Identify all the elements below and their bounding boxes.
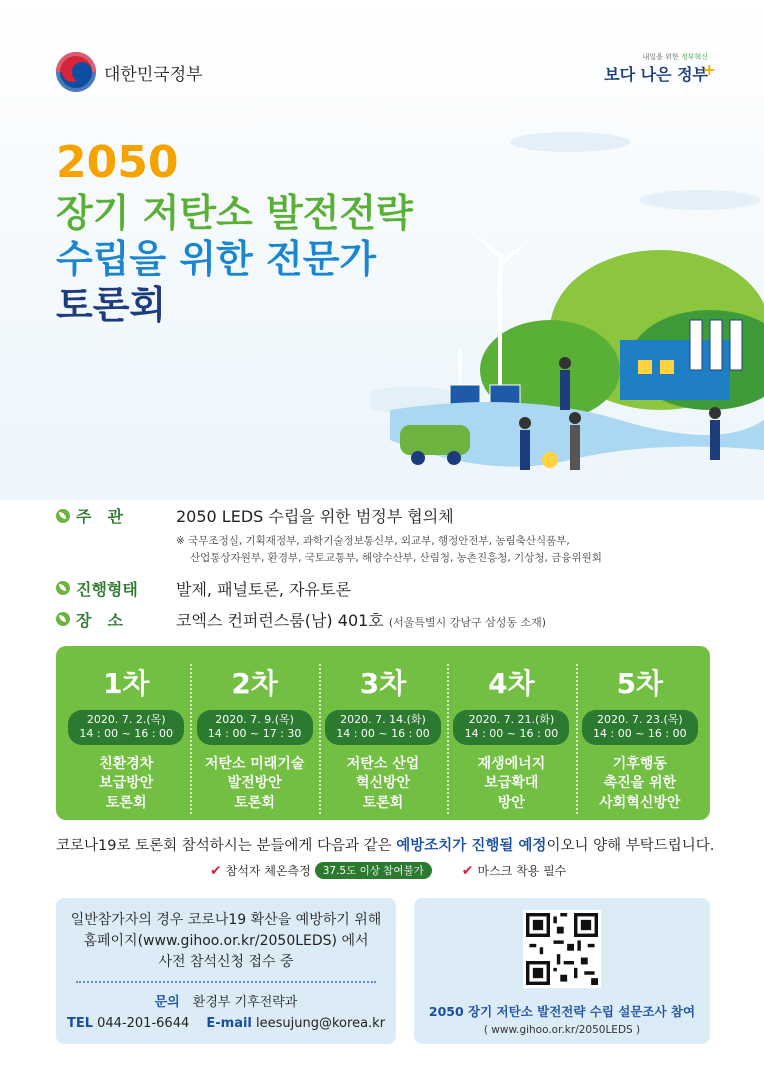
session-number: 5차 [616,667,664,700]
registration-line-2: 홈페이지(www.gihoo.or.kr/2050LEDS) 에서 [83,933,369,949]
green-city-illustration [370,120,764,500]
taegeuk-logo-icon [56,52,96,92]
bulb-icon [542,452,558,468]
title-line-1: 장기 저탄소 발전전략 [56,190,413,235]
session-4 [447,654,575,812]
place-note: (서울특별시 강남구 삼성동 소재) [388,615,547,629]
host-label: 주 관 [76,507,123,526]
format-label: 진행형태 [76,579,138,599]
registration-box [56,898,396,1044]
session-5 [576,654,704,812]
checkmark-icon: ✔ [461,862,474,879]
format-value: 발제, 패널토론, 자유토론 [176,579,351,599]
session-number: 3차 [359,667,407,700]
session-1 [62,654,190,812]
contact-dept: 문의 환경부 기후전략과 [154,995,298,1010]
email-link[interactable]: leesujung@korea.kr [256,1016,386,1031]
check-mask: ✔ 마스크 착용 필수 [461,862,567,879]
plus-icon: + [702,60,716,79]
better-gov-tag: 내일을 위한 정부혁신 [642,53,708,61]
session-topic: 저탄소 산업 혁신방안 토론회 [346,755,420,811]
host-row [56,504,716,527]
session-topic: 친환경차 보급방안 토론회 [99,755,154,811]
place-value: 코엑스 컨퍼런스룸(남) 401호 (서울특별시 강남구 삼성동 소재) [176,610,547,630]
dotted-divider [76,981,376,983]
leaf-icon [56,581,70,595]
title-year: 2050 [56,137,179,188]
format-row [56,577,716,600]
session-number: 2차 [231,667,278,700]
place-label: 장 소 [76,610,123,630]
session-schedule [56,646,710,820]
title-line-3: 토론회 [56,283,167,328]
host-note: ※ 국무조정실, 기획재정부, 과학기술정보통신부, 외교부, 행정안전부, 농림축산식품부, 산업통상자원부, 환경부, 국토교통부, 해양수산부, 산림청, 농촌진흥청, 기상청, 금융위원회 [176,535,602,564]
session-date: 2020. 7. 21.(화) 14 : 00 ~ 16 : 00 [453,710,569,745]
temperature-badge: 37.5도 이상 참여불가 [315,862,432,879]
session-number: 1차 [102,667,150,700]
qr-code-icon[interactable] [523,910,601,988]
session-date: 2020. 7. 14.(화) 14 : 00 ~ 16 : 00 [325,710,441,745]
better-gov-main: 보다 나은 정부 + [604,60,716,84]
registration-line-1: 일반참가자의 경우 코로나19 확산을 예방하기 위해 [70,912,382,928]
registration-line-3: 사전 참석신청 접수 중 [158,954,294,970]
gov-name: 대한민국정부 [104,64,203,85]
session-date: 2020. 7. 23.(목) 14 : 00 ~ 16 : 00 [582,710,698,745]
survey-box [414,898,710,1044]
leaf-icon [56,509,70,523]
session-3 [319,654,447,812]
phone-number: 044-201-6644 [97,1016,190,1031]
title-line-2: 수립을 위한 전문가 [56,237,377,282]
session-topic: 재생에너지 보급확대 방안 [477,755,546,811]
session-number: 4차 [488,667,535,700]
event-info [56,504,716,639]
check-temperature: ✔ 참석자 체온측정 37.5도 이상 참여불가 [210,862,432,879]
session-2 [190,654,318,812]
covid-notice: 코로나19로 토론회 참석하시는 분들에게 다음과 같은 예방조치가 진행될 예정이오니 양해 부탁드립니다. [56,838,715,854]
session-date: 2020. 7. 2.(목) 14 : 00 ~ 16 : 00 [68,710,184,745]
gov-header [56,52,203,92]
survey-url[interactable]: ( www.gihoo.or.kr/2050LEDS ) [483,1024,641,1036]
host-value: 2050 LEDS 수립을 위한 범정부 협의체 [176,507,454,526]
session-topic: 저탄소 미래기술 발전방안 토론회 [204,755,305,811]
better-government-logo [588,52,716,85]
poster-title [56,136,413,329]
electric-car [400,425,470,465]
leaf-icon [56,612,70,626]
session-topic: 기후행동 촉진을 위한 사회혁신방안 [599,755,681,811]
survey-title: 2050 장기 저탄소 발전전략 수립 설문조사 참여 [428,1004,696,1019]
place-row [56,608,716,631]
contact-line: TEL 044-201-6644 E-mail leesujung@korea.kr [66,1016,386,1031]
checkmark-icon: ✔ [210,862,222,879]
covid-checklist [210,862,566,879]
session-date: 2020. 7. 9.(목) 14 : 00 ~ 17 : 30 [197,710,313,745]
